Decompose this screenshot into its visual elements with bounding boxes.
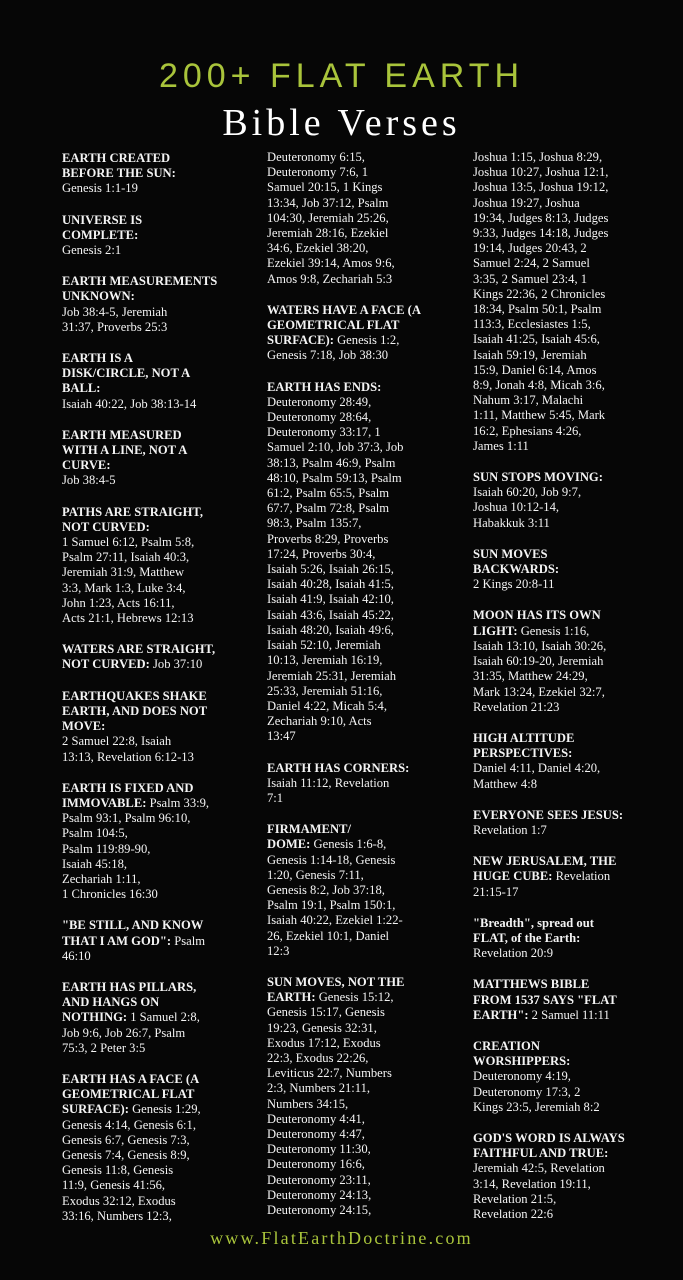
verse-references: Genesis 1:16, Isaiah 13:10, Isaiah 30:26, Isaiah 60:19-20, Jeremiah 31:35, Matthew 24:29, Mark 13:24, Ezekiel 32:7, Revelation 21:23 [473, 623, 607, 714]
verse-references: Revelation 1:7 [473, 822, 547, 837]
verse-references: Psalm 33:9, Psalm 93:1, Psalm 96:10, Psalm 104:5, Psalm 119:89-90, Isaiah 45:18, Zechariah 1:11, 1 Chronicles 16:30 [62, 795, 210, 902]
verse-heading: CREATION WORSHIPPERS: [473, 1038, 571, 1069]
verse-entry [62, 689, 252, 765]
verse-heading: WATERS HAVE A FACE (A GEOMETRICAL FLAT SURFACE): [267, 302, 421, 348]
verse-heading: UNIVERSE IS COMPLETE: [62, 212, 143, 242]
verse-heading: EARTH IS FIXED AND IMMOVABLE: [62, 780, 194, 810]
verse-entry [473, 608, 663, 714]
verse-entry [267, 380, 457, 745]
title-line-1: 200+ FLAT EARTH [158, 57, 525, 95]
verse-entry [62, 781, 252, 903]
verse-entry [473, 547, 663, 593]
verse-entry [62, 151, 252, 197]
verse-heading: PATHS ARE STRAIGHT, NOT CURVED: [62, 504, 204, 534]
verse-heading: EARTH HAS A FACE (A GEOMETRICAL FLAT SURFACE): [62, 1071, 200, 1117]
verse-entry [473, 150, 663, 454]
verse-entry [473, 470, 663, 531]
verse-references: Job 38:4-5 [62, 473, 116, 488]
verse-heading: HIGH ALTITUDE PERSPECTIVES: [473, 730, 575, 761]
verse-references: Revelation 20:9 [473, 946, 554, 961]
verse-heading: FIRMAMENT/ DOME: [267, 822, 351, 852]
verse-heading: "Breadth", spread out FLAT, of the Earth: [473, 915, 594, 945]
verse-entry [473, 731, 663, 792]
verse-heading: EARTH HAS ENDS: [267, 379, 382, 394]
verse-entry [267, 150, 457, 287]
verse-entry [62, 274, 252, 335]
verse-references: Isaiah 40:22, Job 38:13-14 [62, 396, 197, 411]
verse-references: Joshua 1:15, Joshua 8:29, Joshua 10:27, Joshua 12:1, Joshua 13:5, Joshua 19:12, Joshua 19:27, Joshua 19:34, Judges 8:13, Judges 9:33, Judges 14:18, Judges 19:14, Judges 20:43, 2 Samuel 2:24, 2 Samuel 3:35, 2 Samuel 23:4, 1 Kings 22:36, 2 Chronicles 18:34, Psalm 50:1, Psalm 113:3, Ecclesiastes 1:5, Isaiah 41:25, Isaiah 45:6, Isaiah 59:19, Jeremiah 15:9, Daniel 6:14, Amos 8:9, Jonah 4:8, Micah 3:6, Nahum 3:17, Malachi 1:11, Matthew 5:45, Mark 16:2, Ephesians 4:26, James 1:11 [473, 150, 609, 453]
verse-entry [62, 980, 252, 1056]
verse-entry [62, 505, 252, 627]
verse-entry [267, 822, 457, 959]
verse-references: Genesis 1:6-8, Genesis 1:14-18, Genesis 1:20, Genesis 7:11, Genesis 8:2, Job 37:18, Psalm 19:1, Psalm 150:1, Isaiah 40:22, Ezekiel 1:22- 26, Ezekiel 10:1, Daniel 12:3 [267, 837, 403, 958]
verse-references: Isaiah 11:12, Revelation 7:1 [267, 775, 390, 805]
verse-entry [62, 351, 252, 412]
verse-references: Psalm 46:10 [62, 933, 205, 963]
verse-entry [473, 977, 663, 1023]
verse-references: 2 Kings 20:8-11 [473, 577, 555, 592]
verse-references: Genesis 1:2, Genesis 7:18, Job 38:30 [267, 333, 400, 363]
verse-heading: EARTH MEASURED WITH A LINE, NOT A CURVE: [62, 427, 188, 473]
verse-entry [473, 1131, 663, 1222]
verse-entry [62, 642, 252, 672]
verse-references: Daniel 4:11, Daniel 4:20, Matthew 4:8 [473, 761, 601, 791]
verse-references: Genesis 1:29, Genesis 4:14, Genesis 6:1, Genesis 6:7, Genesis 7:3, Genesis 7:4, Genesis 8:9, Genesis 11:8, Genesis 11:9, Genesis 41:56, Exodus 32:12, Exodus 33:16, Numbers 12:3, [62, 1102, 201, 1223]
verse-heading: EARTH CREATED BEFORE THE SUN: [62, 151, 176, 181]
verse-entry [473, 808, 663, 838]
verse-references: Deuteronomy 6:15, Deuteronomy 7:6, 1 Samuel 20:15, 1 Kings 13:34, Job 37:12, Psalm 104:30, Jeremiah 25:26, Jeremiah 28:16, Ezekiel 34:6, Ezekiel 38:20, Ezekiel 39:14, Amos 9:6, Amos 9:8, Zechariah 5:3 [267, 150, 395, 286]
verse-column-2 [267, 150, 457, 1234]
verse-heading: MATTHEWS BIBLE FROM 1537 SAYS "FLAT EARTH": [473, 977, 617, 1022]
verse-references: 1 Samuel 2:8, Job 9:6, Job 26:7, Psalm 75:3, 2 Peter 3:5 [62, 1010, 200, 1055]
verse-references: Jeremiah 42:5, Revelation 3:14, Revelation 19:11, Revelation 21:5, Revelation 22:6 [473, 1161, 605, 1221]
verse-entry [473, 1039, 663, 1115]
verse-column-3 [473, 150, 663, 1238]
verse-references: Isaiah 60:20, Job 9:7, Joshua 10:12-14, Habakkuk 3:11 [473, 485, 582, 530]
verse-entry [267, 303, 457, 364]
verse-entry [62, 213, 252, 259]
verse-heading: NEW JERUSALEM, THE HUGE CUBE: [473, 854, 617, 884]
verse-heading: EARTHQUAKES SHAKE EARTH, AND DOES NOT MOVE: [62, 688, 208, 734]
verse-references: 1 Samuel 6:12, Psalm 5:8, Psalm 27:11, Isaiah 40:3, Jeremiah 31:9, Matthew 3:3, Mark 1:3, Luke 3:4, John 1:23, Acts 16:11, Acts 21:1, Hebrews 12:13 [62, 535, 195, 626]
verse-references: Deuteronomy 4:19, Deuteronomy 17:3, 2 Kings 23:5, Jeremiah 8:2 [473, 1069, 600, 1114]
verse-heading: SUN MOVES BACKWARDS: [473, 546, 560, 577]
verse-heading: EARTH HAS CORNERS: [267, 760, 410, 775]
verse-references: Genesis 15:12, Genesis 15:17, Genesis 19:23, Genesis 32:31, Exodus 17:12, Exodus 22:3, Exodus 22:26, Leviticus 22:7, Numbers 2:3, Numbers 21:11, Numbers 34:15, Deuteronomy 4:41, Deuteronomy 4:47, Deuteronomy 11:30, Deuteronomy 16:6, Deuteronomy 23:11, Deuteronomy 24:13, Deuteronomy 24:15, [267, 990, 394, 1217]
verse-heading: "BE STILL, AND KNOW THAT I AM GOD": [62, 918, 204, 948]
verse-references: Job 37:10 [149, 657, 203, 672]
verse-references: Job 38:4-5, Jeremiah 31:37, Proverbs 25:3 [62, 304, 168, 334]
verse-heading: SUN MOVES, NOT THE EARTH: [267, 974, 405, 1005]
verse-heading: EVERYONE SEES JESUS: [473, 807, 624, 822]
verse-heading: GOD'S WORD IS ALWAYS FAITHFUL AND TRUE: [473, 1130, 625, 1161]
verse-entry [473, 916, 663, 962]
verse-references: 2 Samuel 11:11 [528, 1007, 610, 1022]
title-line-2: Bible Verses [222, 102, 461, 144]
website-url: www.FlatEarthDoctrine.com [210, 1228, 473, 1248]
verse-entry [473, 854, 663, 900]
verse-references: Genesis 1:1-19 [62, 181, 138, 196]
verse-entry [62, 428, 252, 489]
verse-entry [62, 918, 252, 964]
verse-references: 2 Samuel 22:8, Isaiah 13:13, Revelation 6:12-13 [62, 734, 194, 764]
verse-references: Deuteronomy 28:49, Deuteronomy 28:64, Deuteronomy 33:17, 1 Samuel 2:10, Job 37:3, Job 38:13, Psalm 46:9, Psalm 48:10, Psalm 59:13, Psalm 61:2, Psalm 65:5, Psalm 67:7, Psalm 72:8, Psalm 98:3, Psalm 135:7, Proverbs 8:29, Proverbs 17:24, Proverbs 30:4, Isaiah 5:26, Isaiah 26:15, Isaiah 40:28, Isaiah 41:5, Isaiah 41:9, Isaiah 42:10, Isaiah 43:6, Isaiah 45:22, Isaiah 48:20, Isaiah 49:6, Isaiah 52:10, Jeremiah 10:13, Jeremiah 16:19, Jeremiah 25:31, Jeremiah 25:33, Jeremiah 51:16, Daniel 4:22, Micah 5:4, Zechariah 9:10, Acts 13:47 [267, 394, 404, 744]
verse-entry [62, 1072, 252, 1224]
verse-references: Revelation 21:15-17 [473, 869, 611, 899]
verse-heading: MOON HAS ITS OWN LIGHT: [473, 608, 601, 638]
verse-heading: WATERS ARE STRAIGHT, NOT CURVED: [62, 642, 216, 672]
verse-heading: EARTH IS A DISK/CIRCLE, NOT A BALL: [62, 351, 191, 396]
verse-heading: SUN STOPS MOVING: [473, 470, 603, 485]
verse-heading: EARTH HAS PILLARS, AND HANGS ON NOTHING: [62, 979, 197, 1025]
verse-heading: EARTH MEASUREMENTS UNKNOWN: [62, 274, 218, 304]
verse-entry [267, 975, 457, 1218]
verse-references: Genesis 2:1 [62, 243, 122, 258]
verse-entry [267, 761, 457, 807]
verse-column-1 [62, 151, 252, 1240]
